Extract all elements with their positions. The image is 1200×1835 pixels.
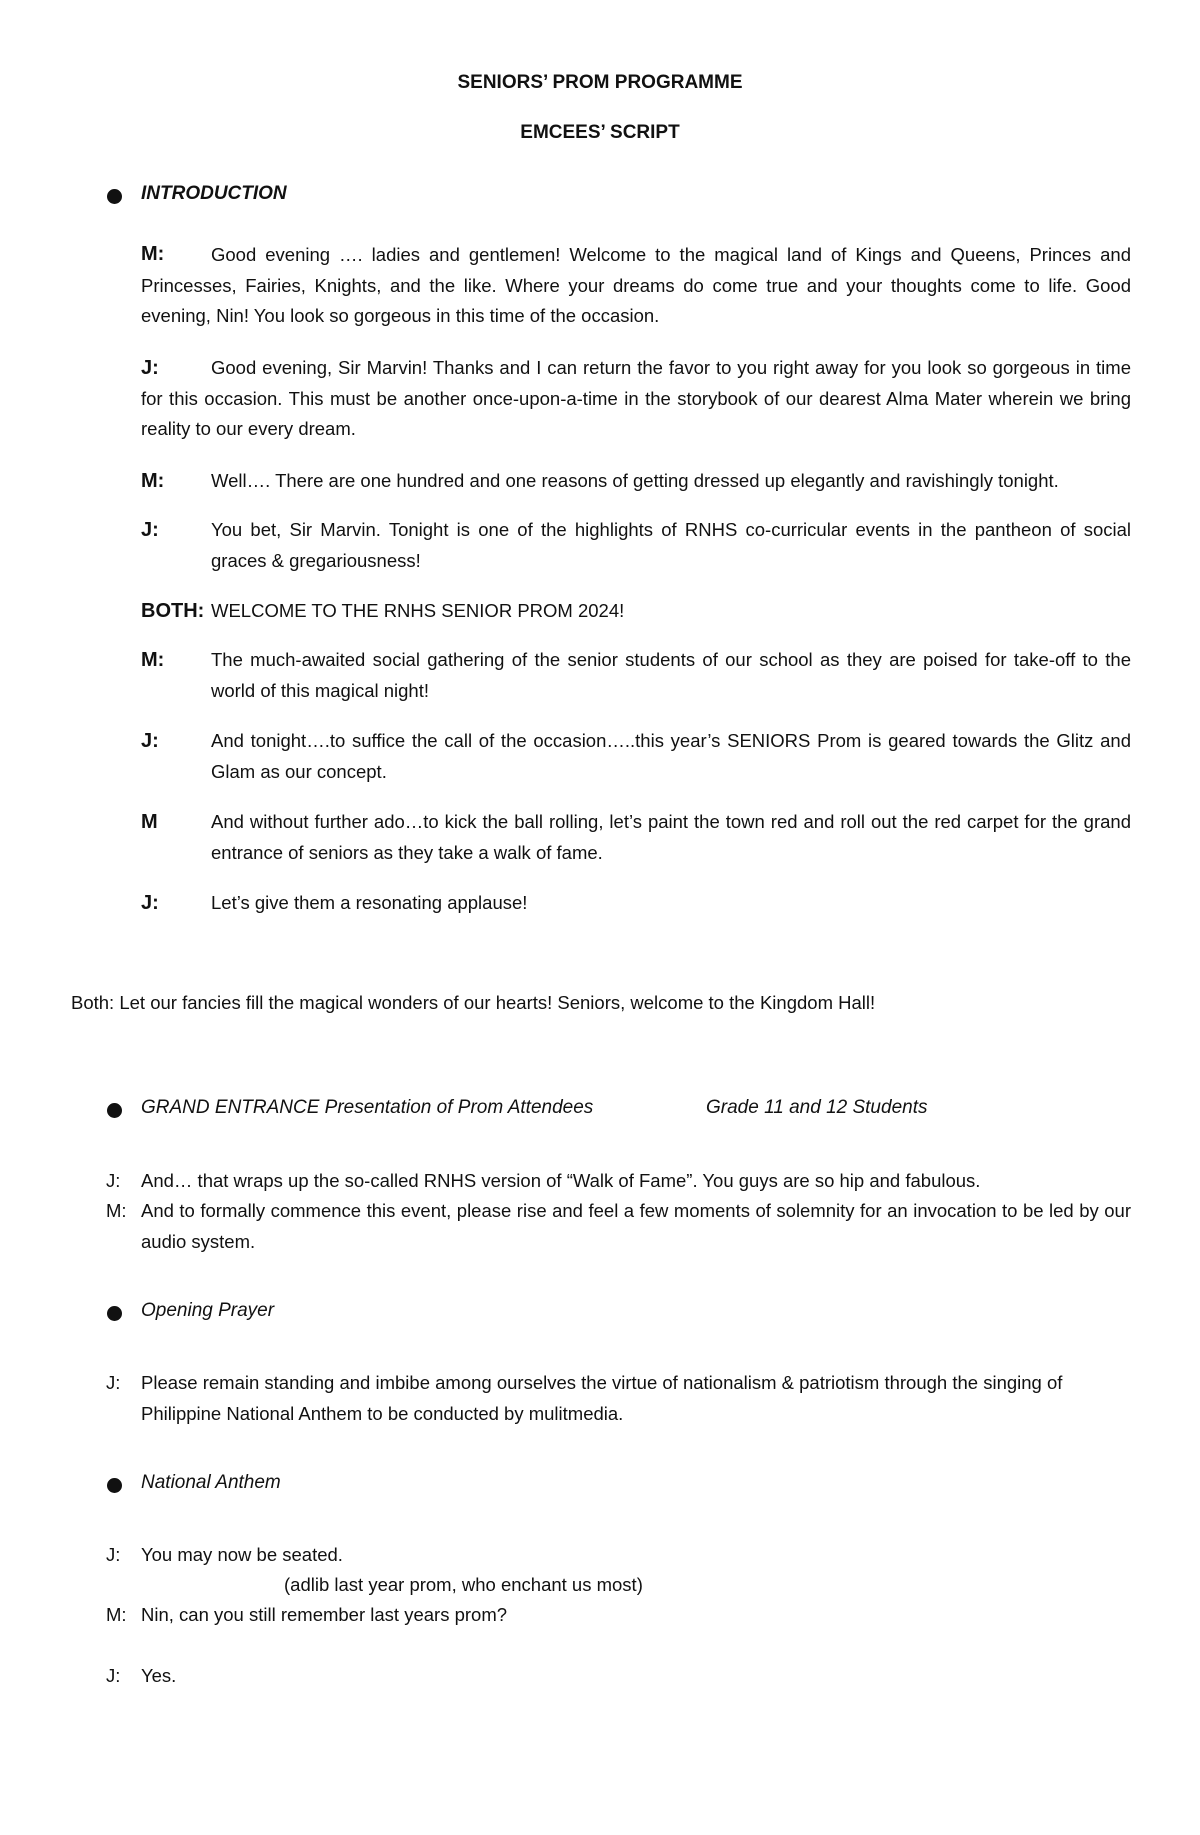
script-line: Good evening …. ladies and gentlemen! Welcome to the magical land of Kings and Queens, Princes and Princesses, Fairies, Knights, and the like. Where your dreams do come true and your thoughts come to life. Good evening, Nin! You look so gorgeous in this time of the occasion. xyxy=(141,244,1131,326)
script-line: You bet, Sir Marvin. Tonight is one of the highlights of RNHS co-curricular events in the pantheon of social graces & gregariousness! xyxy=(211,519,1131,571)
section-heading-national-anthem: National Anthem xyxy=(141,1472,281,1493)
script-line: And without further ado…to kick the ball rolling, let’s paint the town red and roll out the red carpet for the grand entrance of seniors as they take a walk of fame. xyxy=(211,811,1131,863)
bullet-icon xyxy=(107,1306,122,1321)
section-heading-opening-prayer: Opening Prayer xyxy=(141,1300,275,1321)
speaker-label: M: xyxy=(106,1200,127,1221)
section-heading-introduction: INTRODUCTION xyxy=(141,183,287,204)
script-line: WELCOME TO THE RNHS SENIOR PROM 2024! xyxy=(211,600,625,621)
participants-label: Grade 11 and 12 Students xyxy=(706,1097,928,1118)
script-line: Please remain standing and imbibe among ourselves the virtue of nationalism & patriotism through the singing of Philippine National Anthem to be conducted by mulitmedia. xyxy=(141,1372,1063,1424)
script-line: And tonight….to suffice the call of the occasion…..this year’s SENIORS Prom is geared towards the Glitz and Glam as our concept. xyxy=(211,730,1131,782)
page-title: SENIORS’ PROM PROGRAMME xyxy=(457,72,743,93)
script-line: The much-awaited social gathering of the senior students of our school as they are poised for take-off to the world of this magical night! xyxy=(211,649,1131,701)
speaker-label: J: xyxy=(141,730,159,752)
script-line: And… that wraps up the so-called RNHS version of “Walk of Fame”. You guys are so hip and fabulous. xyxy=(141,1170,981,1191)
speaker-label: J: xyxy=(141,892,159,914)
speaker-label: J: xyxy=(106,1372,121,1393)
script-line: Yes. xyxy=(141,1665,177,1686)
speaker-label: M: xyxy=(106,1604,127,1625)
script-line: Good evening, Sir Marvin! Thanks and I can return the favor to you right away for you look so gorgeous in time for this occasion. This must be another once-upon-a-time in the storybook of our dearest Alma Mater wherein we bring reality to our every dream. xyxy=(141,357,1131,439)
speaker-label: J: xyxy=(106,1544,121,1565)
bullet-icon xyxy=(107,1103,122,1118)
bullet-icon xyxy=(107,189,122,204)
stage-direction: (adlib last year prom, who enchant us most) xyxy=(284,1574,643,1595)
page-subtitle: EMCEES’ SCRIPT xyxy=(520,122,680,143)
script-line: Well…. There are one hundred and one reasons of getting dressed up elegantly and ravishingly tonight. xyxy=(211,470,1059,491)
script-line: And to formally commence this event, please rise and feel a few moments of solemnity for an invocation to be led by our audio system. xyxy=(141,1200,1131,1252)
bullet-icon xyxy=(107,1478,122,1493)
speaker-label: M: xyxy=(141,243,165,265)
speaker-label: J: xyxy=(106,1170,121,1191)
script-line: Nin, can you still remember last years prom? xyxy=(141,1604,508,1625)
both-line: Both: Let our fancies fill the magical wonders of our hearts! Seniors, welcome to the Kingdom Hall! xyxy=(71,992,876,1013)
speaker-label: M: xyxy=(141,470,165,492)
speaker-label: J: xyxy=(106,1665,121,1686)
speaker-label: M: xyxy=(141,649,165,671)
speaker-label: M xyxy=(141,811,158,833)
script-line: Let’s give them a resonating applause! xyxy=(211,892,528,913)
section-heading-grand-entrance: GRAND ENTRANCE Presentation of Prom Attendees xyxy=(141,1097,594,1118)
speaker-label: J: xyxy=(141,357,159,379)
speaker-label: BOTH: xyxy=(141,600,205,622)
script-line: You may now be seated. xyxy=(141,1544,343,1565)
speaker-label: J: xyxy=(141,519,159,541)
